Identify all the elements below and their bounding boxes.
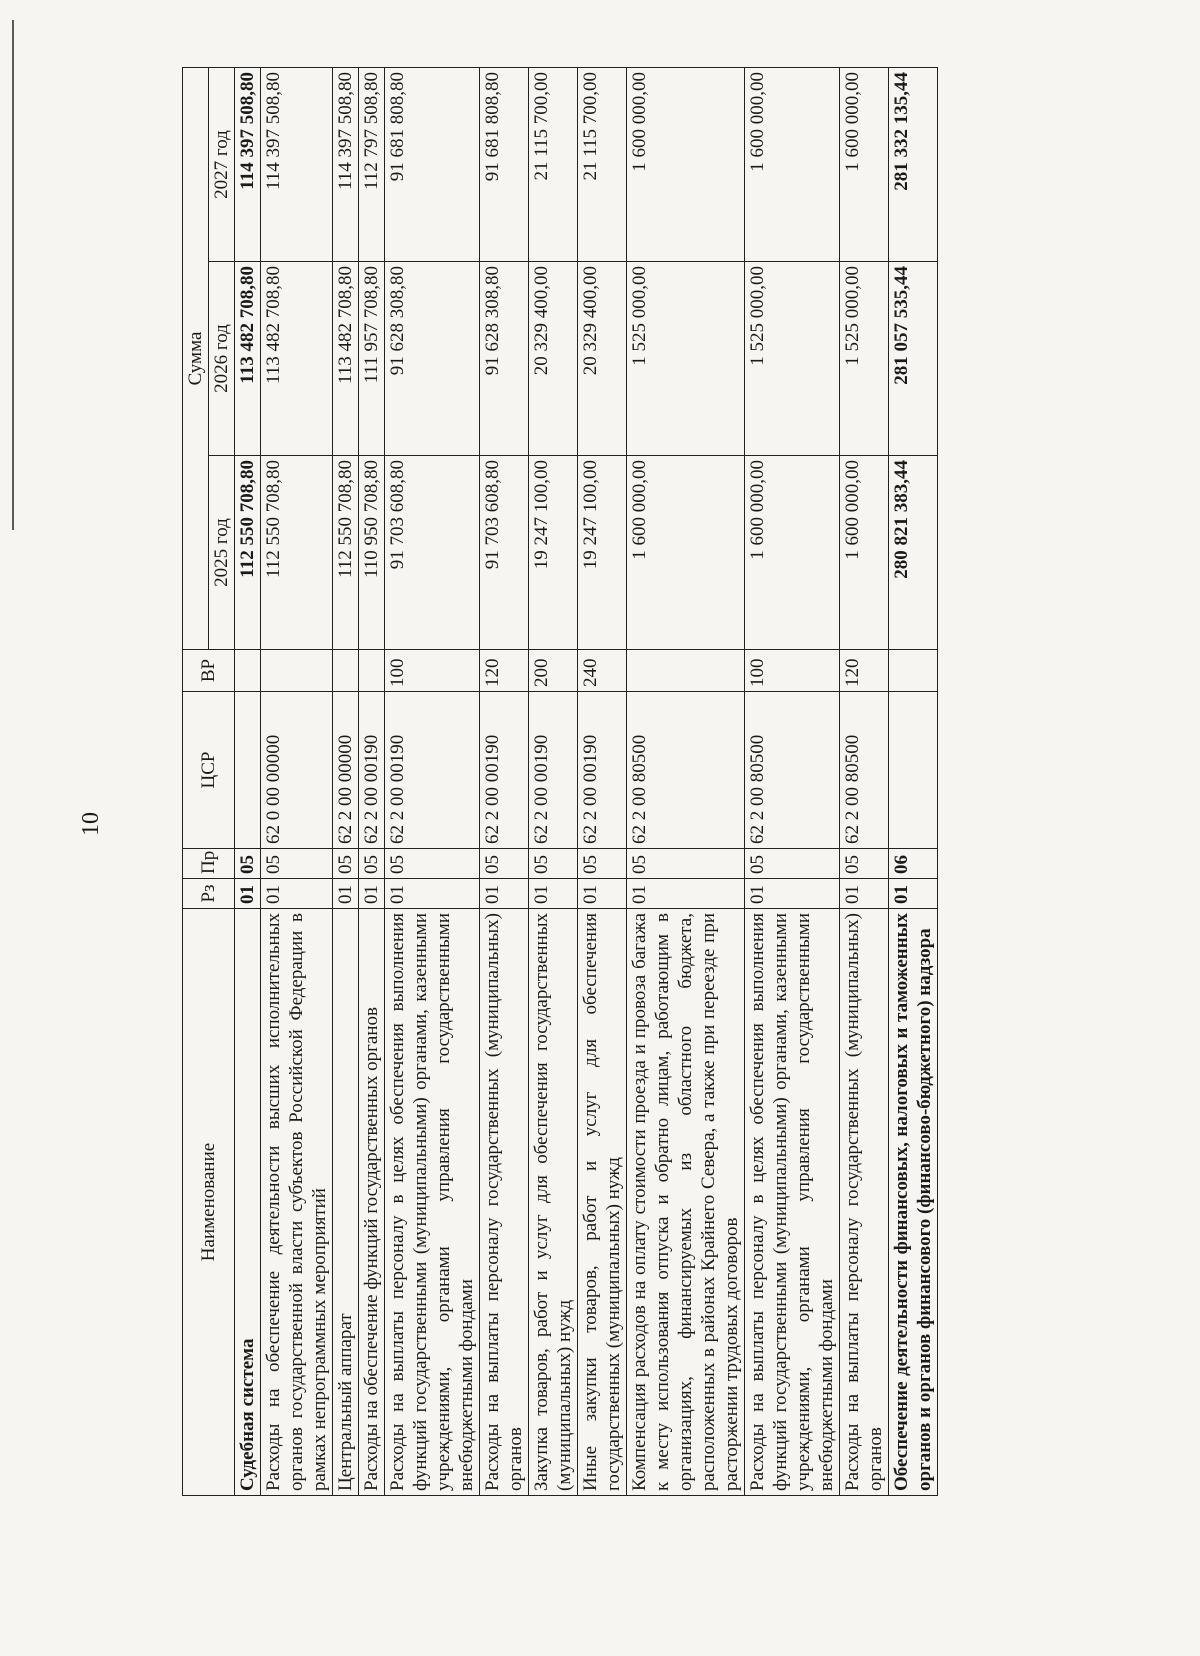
- row-vr: [627, 650, 745, 692]
- table-row: [480, 68, 529, 1496]
- table-row: [261, 68, 333, 1496]
- row-name: Центральный аппарат: [333, 909, 359, 1496]
- row-amount-2027: 1 600 000,00: [745, 68, 840, 262]
- row-amount-2025: 91 703 608,80: [480, 456, 529, 650]
- row-rz: 01: [261, 879, 333, 909]
- row-csr: 62 2 00 80500: [745, 692, 840, 849]
- row-rz: 01: [480, 879, 529, 909]
- header-name: Наименование: [183, 909, 235, 1496]
- row-amount-2025: 110 950 708,80: [359, 456, 385, 650]
- row-rz: 01: [889, 879, 938, 909]
- table-row: [385, 68, 480, 1496]
- row-pr: 05: [235, 849, 261, 879]
- row-amount-2026: 113 482 708,80: [235, 262, 261, 456]
- row-vr: [235, 650, 261, 692]
- row-csr: 62 2 00 00190: [529, 692, 578, 849]
- header-year-2025: 2025 год: [209, 456, 235, 650]
- row-amount-2027: 112 797 508,80: [359, 68, 385, 262]
- row-vr: [333, 650, 359, 692]
- row-csr: 62 2 00 80500: [627, 692, 745, 849]
- row-pr: 05: [529, 849, 578, 879]
- row-amount-2027: 21 115 700,00: [529, 68, 578, 262]
- row-amount-2026: 113 482 708,80: [333, 262, 359, 456]
- header-row-1: [183, 68, 209, 1496]
- row-pr: 05: [745, 849, 840, 879]
- row-name: Закупка товаров, работ и услуг для обеспечения государственных (муниципальных) нужд: [529, 909, 578, 1496]
- row-rz: 01: [627, 879, 745, 909]
- row-csr: 62 2 00 00190: [480, 692, 529, 849]
- row-amount-2026: 1 525 000,00: [627, 262, 745, 456]
- row-amount-2025: 19 247 100,00: [529, 456, 578, 650]
- row-amount-2027: 1 600 000,00: [840, 68, 889, 262]
- row-vr: 200: [529, 650, 578, 692]
- row-amount-2025: 19 247 100,00: [578, 456, 627, 650]
- row-name: Расходы на обеспечение деятельности высших исполнительных органов государственной власти субъектов Российской Федерации в рамках непрограммных мероприятий: [261, 909, 333, 1496]
- row-csr: 62 2 00 00190: [385, 692, 480, 849]
- row-amount-2027: 281 332 135,44: [889, 68, 938, 262]
- row-vr: 120: [840, 650, 889, 692]
- table-row: [235, 68, 261, 1496]
- row-pr: 05: [480, 849, 529, 879]
- row-csr: 62 2 00 00000: [333, 692, 359, 849]
- row-name: Расходы на выплаты персоналу в целях обеспечения выполнения функций государственными (муниципальными) органами, казенными учреждениями, органами управления государственными внебюджетными фондами: [385, 909, 480, 1496]
- row-amount-2027: 21 115 700,00: [578, 68, 627, 262]
- row-amount-2026: 281 057 535,44: [889, 262, 938, 456]
- row-amount-2025: 1 600 000,00: [627, 456, 745, 650]
- row-name: Расходы на выплаты персоналу государственных (муниципальных) органов: [480, 909, 529, 1496]
- row-pr: 06: [889, 849, 938, 879]
- header-year-2027: 2027 год: [209, 68, 235, 262]
- row-name: Расходы на выплаты персоналу в целях обеспечения выполнения функций государственными (муниципальными) органами, казенными учреждениями, органами управления государственными внебюджетными фондами: [745, 909, 840, 1496]
- row-csr: [235, 692, 261, 849]
- header-pr: Пр: [183, 849, 235, 879]
- table-row: [627, 68, 745, 1496]
- table-row: [333, 68, 359, 1496]
- page-number: 10: [78, 812, 104, 836]
- row-amount-2025: 1 600 000,00: [840, 456, 889, 650]
- row-amount-2027: 1 600 000,00: [627, 68, 745, 262]
- header-sum: Сумма: [183, 68, 209, 650]
- header-year-2026: 2026 год: [209, 262, 235, 456]
- table-row: [359, 68, 385, 1496]
- row-amount-2025: 1 600 000,00: [745, 456, 840, 650]
- row-vr: [889, 650, 938, 692]
- row-amount-2026: 111 957 708,80: [359, 262, 385, 456]
- row-amount-2026: 1 525 000,00: [745, 262, 840, 456]
- row-vr: 100: [745, 650, 840, 692]
- row-amount-2025: 112 550 708,80: [235, 456, 261, 650]
- row-rz: 01: [333, 879, 359, 909]
- row-amount-2027: 114 397 508,80: [333, 68, 359, 262]
- row-amount-2025: 112 550 708,80: [333, 456, 359, 650]
- row-pr: 05: [385, 849, 480, 879]
- row-vr: 100: [385, 650, 480, 692]
- row-vr: 240: [578, 650, 627, 692]
- header-rz: Рз: [183, 879, 235, 909]
- row-rz: 01: [385, 879, 480, 909]
- row-rz: 01: [359, 879, 385, 909]
- row-csr: 62 0 00 00000: [261, 692, 333, 849]
- row-amount-2026: 20 329 400,00: [529, 262, 578, 456]
- row-csr: 62 2 00 00190: [578, 692, 627, 849]
- row-rz: 01: [529, 879, 578, 909]
- row-name: Иные закупки товаров, работ и услуг для обеспечения государственных (муниципальных) нужд: [578, 909, 627, 1496]
- row-csr: [889, 692, 938, 849]
- row-amount-2025: 91 703 608,80: [385, 456, 480, 650]
- row-pr: 05: [359, 849, 385, 879]
- row-amount-2026: 1 525 000,00: [840, 262, 889, 456]
- row-pr: 05: [333, 849, 359, 879]
- row-csr: 62 2 00 80500: [840, 692, 889, 849]
- header-vr: ВР: [183, 650, 235, 692]
- row-name: Судебная система: [235, 909, 261, 1496]
- row-amount-2026: 91 628 308,80: [385, 262, 480, 456]
- row-rz: 01: [235, 879, 261, 909]
- row-amount-2026: 91 628 308,80: [480, 262, 529, 456]
- row-amount-2026: 20 329 400,00: [578, 262, 627, 456]
- row-pr: 05: [840, 849, 889, 879]
- row-amount-2027: 91 681 808,80: [480, 68, 529, 262]
- table-row: [529, 68, 578, 1496]
- rotated-page: [0, 36, 1200, 1656]
- row-amount-2027: 91 681 808,80: [385, 68, 480, 262]
- table-row: [889, 68, 938, 1496]
- row-amount-2026: 113 482 708,80: [261, 262, 333, 456]
- row-vr: [359, 650, 385, 692]
- row-csr: 62 2 00 00190: [359, 692, 385, 849]
- row-pr: 05: [261, 849, 333, 879]
- table-body: [235, 68, 938, 1496]
- row-vr: 120: [480, 650, 529, 692]
- row-pr: 05: [627, 849, 745, 879]
- row-name: Компенсация расходов на оплату стоимости проезда и провоза багажа к месту использования отпуска и обратно лицам, работающим в организациях, финансируемых из областного бюджета, расположенных в районах Крайнего Севера, а также при переезде при расторжении трудовых договоров: [627, 909, 745, 1496]
- row-amount-2027: 114 397 508,80: [261, 68, 333, 262]
- row-amount-2027: 114 397 508,80: [235, 68, 261, 262]
- row-amount-2025: 112 550 708,80: [261, 456, 333, 650]
- row-name: Расходы на выплаты персоналу государственных (муниципальных) органов: [840, 909, 889, 1496]
- row-rz: 01: [578, 879, 627, 909]
- row-rz: 01: [840, 879, 889, 909]
- row-rz: 01: [745, 879, 840, 909]
- row-pr: 05: [578, 849, 627, 879]
- table-row: [578, 68, 627, 1496]
- header-csr: ЦСР: [183, 692, 235, 849]
- table-row: [840, 68, 889, 1496]
- table-row: [745, 68, 840, 1496]
- row-vr: [261, 650, 333, 692]
- row-name: Расходы на обеспечение функций государственных органов: [359, 909, 385, 1496]
- row-name: Обеспечение деятельности финансовых, налоговых и таможенных органов и органов финансового (финансово-бюджетного) надзора: [889, 909, 938, 1496]
- row-amount-2025: 280 821 383,44: [889, 456, 938, 650]
- budget-table: [182, 67, 938, 1496]
